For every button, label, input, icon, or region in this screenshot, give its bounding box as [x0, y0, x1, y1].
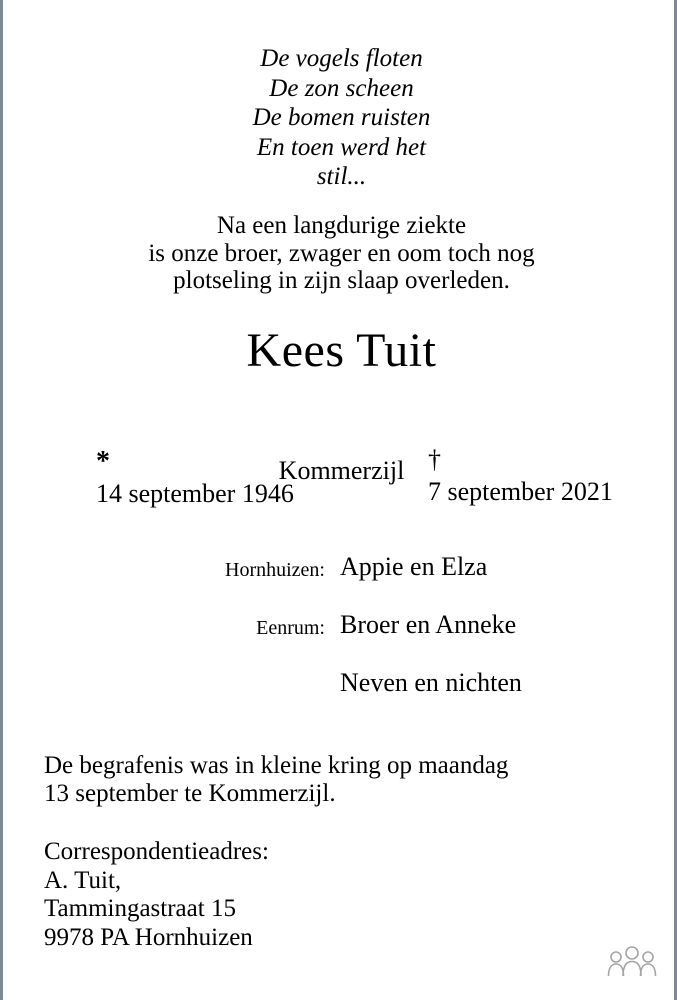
poem-line-5: stil...	[316, 163, 367, 190]
deceased-name: Kees Tuit	[246, 324, 437, 377]
survivor-row	[3, 552, 677, 610]
survivor-location: Hornhuizen:	[225, 559, 325, 581]
intro-line-3: plotseling in zijn slaap overleden.	[173, 267, 510, 294]
family-group-icon	[606, 944, 658, 982]
birth-date: 14 september 1946	[96, 479, 294, 508]
poem-block	[3, 44, 677, 192]
birth-star-icon: *	[96, 446, 110, 477]
obituary-content	[3, 0, 677, 1000]
poem-line-3: De bomen ruisten	[252, 104, 431, 131]
survivors-list	[3, 552, 677, 726]
death-date: 7 september 2021	[428, 477, 613, 506]
deceased-place: Kommerzijl	[278, 456, 405, 485]
poem-line-4: En toen werd het	[256, 133, 427, 161]
survivor-names: Neven en nichten	[340, 668, 522, 697]
survivor-row	[3, 610, 677, 668]
correspondence-city: 9978 PA Hornhuizen	[44, 923, 253, 951]
survivor-names: Appie en Elza	[340, 552, 488, 581]
poem-line-1: De vogels floten	[260, 45, 423, 72]
intro-line-2: is onze broer, zwager en oom toch nog	[148, 239, 535, 267]
funeral-note	[44, 752, 654, 808]
correspondence-label: Correspondentieadres:	[44, 838, 269, 865]
funeral-line-2: 13 september te Kommerzijl.	[44, 780, 336, 807]
survivor-names: Broer en Anneke	[340, 610, 517, 639]
correspondence-name: A. Tuit,	[44, 866, 122, 894]
survivor-location: Eenrum:	[256, 617, 325, 639]
correspondence-street: Tammingastraat 15	[44, 895, 236, 922]
poem-line-2: De zon scheen	[269, 74, 414, 102]
death-cross-icon: †	[428, 445, 441, 474]
funeral-line-1: De begrafenis was in kleine kring op maandag	[44, 752, 509, 779]
survivor-row	[3, 668, 677, 726]
intro-line-1: Na een langdurige ziekte	[216, 212, 467, 239]
intro-block	[3, 212, 677, 295]
correspondence-block	[44, 838, 654, 952]
